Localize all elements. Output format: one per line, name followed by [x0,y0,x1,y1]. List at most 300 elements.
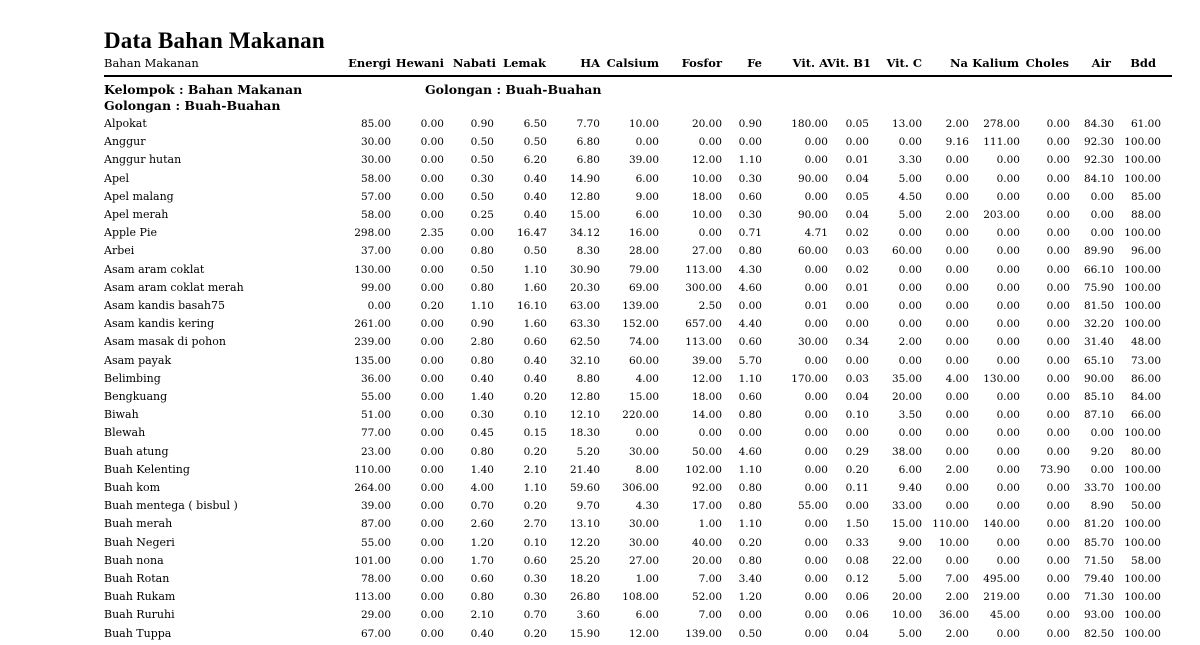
food-name: Biwah [104,408,139,422]
table-cell: 3.30 [898,154,922,167]
table-row [0,481,1200,499]
food-name: Apel [104,171,130,185]
table-cell: 1.00 [635,573,659,585]
table-cell: 90.00 [797,172,828,185]
table-cell: 39.00 [360,500,391,513]
table-cell: 0.00 [1046,318,1070,331]
table-cell: 113.00 [354,591,391,604]
table-cell: 0.50 [470,263,494,276]
table-row [0,153,1200,171]
table-cell: 3.60 [576,609,600,622]
table-cell: 55.00 [360,536,391,549]
table-cell: 0.00 [1046,591,1070,604]
table-cell: 2.00 [945,591,969,604]
table-row [0,608,1200,626]
food-name: Buah Kelenting [104,462,190,476]
table-cell: 20.00 [891,391,922,403]
table-row [0,208,1200,226]
food-name: Apel malang [104,189,174,203]
table-cell: 5.00 [898,573,922,585]
food-name: Buah Rukam [104,590,176,604]
table-cell: 12.00 [691,372,722,385]
table-cell: 298.00 [354,227,391,240]
table-cell: 0.00 [1046,154,1070,167]
table-cell: 0.00 [1046,536,1070,549]
table-cell: 0.00 [996,190,1020,203]
table-cell: 40.00 [691,536,722,549]
table-cell: 0.00 [804,573,828,585]
table-cell: 85.10 [1083,391,1114,403]
table-cell: 0.00 [945,190,969,203]
table-cell: 1.10 [470,300,494,312]
table-cell: 0.00 [996,154,1020,167]
table-cell: 2.00 [945,209,969,221]
header-bahan-makanan: Bahan Makanan [104,56,199,70]
table-cell: 0.80 [738,500,762,513]
table-cell: 20.00 [691,554,722,567]
table-cell: 0.00 [1046,263,1070,276]
table-cell: 45.00 [989,609,1020,622]
table-row [0,372,1200,390]
table-cell: 31.40 [1083,336,1114,349]
table-cell: 5.00 [898,627,922,640]
table-cell: 0.00 [996,263,1020,276]
table-cell: 0.40 [523,354,547,367]
table-cell: 2.10 [470,609,494,622]
table-cell: 32.20 [1083,318,1114,331]
table-cell: 0.60 [738,336,762,349]
table-cell: 100.00 [1124,518,1161,531]
table-cell: 0.00 [945,427,969,440]
table-cell: 15.90 [569,627,600,640]
table-cell: 48.00 [1130,336,1161,349]
table-cell: 113.00 [685,263,722,276]
table-cell: 102.00 [685,463,722,476]
table-cell: 135.00 [354,354,391,367]
food-name: Buah kom [104,481,161,494]
table-cell: 12.80 [569,391,600,403]
table-cell: 0.00 [804,409,828,422]
table-cell: 26.80 [569,591,600,604]
table-cell: 0.00 [470,227,494,240]
table-cell: 100.00 [1124,263,1161,276]
table-cell: 81.20 [1083,518,1114,531]
column-header: Hewani [395,56,444,70]
table-cell: 100.00 [1124,427,1161,440]
table-cell: 0.06 [845,609,869,622]
table-cell: 0.00 [996,172,1020,185]
table-row [0,390,1200,408]
table-cell: 30.00 [628,518,659,531]
table-cell: 10.00 [891,609,922,622]
table-cell: 4.40 [738,318,762,331]
table-cell: 85.00 [1130,190,1161,203]
table-cell: 0.15 [523,427,547,440]
table-cell: 84.00 [1130,391,1161,403]
table-cell: 55.00 [797,500,828,513]
table-cell: 0.00 [420,554,444,567]
table-cell: 100.00 [1124,154,1161,167]
table-cell: 85.00 [360,118,391,130]
table-cell: 27.00 [691,245,722,258]
table-cell: 0.00 [738,300,762,312]
table-cell: 100.00 [1124,227,1161,240]
food-name: Asam kandis kering [104,317,215,331]
table-cell: 8.00 [635,463,659,476]
food-name: Buah merah [104,517,173,531]
table-cell: 2.10 [523,463,547,476]
table-cell: 0.05 [845,190,869,203]
table-cell: 55.00 [360,391,391,403]
table-cell: 30.00 [360,154,391,167]
table-cell: 66.00 [1130,409,1161,422]
table-cell: 100.00 [1124,281,1161,294]
table-cell: 0.00 [945,245,969,258]
table-cell: 92.30 [1083,154,1114,167]
table-cell: 17.00 [691,500,722,513]
table-cell: 100.00 [1124,300,1161,312]
table-cell: 67.00 [360,627,391,640]
table-cell: 100.00 [1124,536,1161,549]
table-cell: 6.00 [898,463,922,476]
table-cell: 5.20 [576,445,600,458]
table-cell: 139.00 [685,627,722,640]
table-cell: 90.00 [797,209,828,221]
table-cell: 84.30 [1083,118,1114,130]
table-cell: 0.00 [804,263,828,276]
table-cell: 0.00 [420,609,444,622]
table-cell: 36.00 [938,609,969,622]
table-cell: 21.40 [569,463,600,476]
table-cell: 0.00 [1090,209,1114,221]
table-cell: 0.00 [945,300,969,312]
table-cell: 8.90 [1090,500,1114,513]
table-cell: 39.00 [691,354,722,367]
table-cell: 0.00 [420,427,444,440]
table-cell: 0.00 [1046,391,1070,403]
table-cell: 0.00 [420,118,444,130]
table-cell: 20.00 [891,591,922,604]
table-cell: 0.00 [804,445,828,458]
table-cell: 0.80 [470,445,494,458]
table-cell: 0.00 [1046,482,1070,494]
table-cell: 0.02 [845,263,869,276]
table-cell: 0.00 [945,281,969,294]
table-cell: 0.00 [420,518,444,531]
table-cell: 0.20 [523,500,547,513]
table-cell: 0.00 [845,354,869,367]
table-cell: 0.00 [898,227,922,240]
table-cell: 1.00 [698,518,722,531]
table-cell: 100.00 [1124,482,1161,494]
table-cell: 0.00 [898,354,922,367]
table-cell: 7.70 [576,118,600,130]
table-row [0,317,1200,335]
table-cell: 306.00 [622,482,659,494]
table-cell: 9.16 [945,136,969,149]
table-cell: 2.50 [698,300,722,312]
table-cell: 0.33 [845,536,869,549]
table-cell: 0.00 [804,427,828,440]
table-cell: 4.00 [945,372,969,385]
food-name: Buah Negeri [104,535,175,549]
table-cell: 130.00 [354,263,391,276]
table-cell: 0.00 [804,609,828,622]
table-cell: 0.70 [523,609,547,622]
food-name: Asam aram coklat merah [104,280,244,294]
column-header: Bdd [1130,56,1156,70]
food-name: Buah Ruruhi [104,608,175,622]
food-name: Buah Rotan [104,572,170,585]
table-cell: 33.70 [1083,482,1114,494]
table-cell: 0.01 [845,154,869,167]
table-cell: 1.60 [523,281,547,294]
table-cell: 87.00 [360,518,391,531]
table-cell: 110.00 [932,518,969,531]
table-cell: 0.00 [945,172,969,185]
table-cell: 0.90 [738,118,762,130]
table-cell: 9.70 [576,500,600,513]
table-cell: 4.30 [738,263,762,276]
table-cell: 0.00 [420,190,444,203]
table-cell: 12.10 [569,409,600,422]
food-name: Belimbing [104,371,161,385]
table-cell: 0.60 [470,573,494,585]
table-cell: 0.00 [420,573,444,585]
column-header: Air [1091,56,1111,70]
table-cell: 140.00 [983,518,1020,531]
table-cell: 0.50 [470,190,494,203]
table-cell: 0.00 [996,482,1020,494]
table-cell: 0.03 [845,372,869,385]
table-cell: 23.00 [360,445,391,458]
table-cell: 7.00 [698,609,722,622]
food-name: Apel merah [104,208,169,221]
table-cell: 0.11 [845,482,869,494]
food-name: Buah nona [104,553,164,567]
food-name: Blewah [104,426,146,440]
table-cell: 0.00 [898,263,922,276]
table-cell: 0.00 [1046,245,1070,258]
table-cell: 84.10 [1083,172,1114,185]
table-cell: 0.00 [1046,409,1070,422]
table-cell: 180.00 [791,118,828,130]
table-cell: 6.00 [635,609,659,622]
document-title: Data Bahan Makanan [104,28,325,53]
table-row [0,445,1200,463]
column-header: Na [950,56,968,70]
table-cell: 110.00 [354,463,391,476]
table-cell: 0.00 [698,227,722,240]
table-cell: 0.00 [996,354,1020,367]
table-cell: 1.10 [738,154,762,167]
table-cell: 0.00 [420,318,444,331]
table-row [0,536,1200,554]
table-cell: 0.00 [996,536,1020,549]
table-row [0,299,1200,317]
table-cell: 0.00 [996,318,1020,331]
table-cell: 1.40 [470,391,494,403]
table-cell: 73.90 [1039,463,1070,476]
table-row [0,554,1200,572]
table-cell: 261.00 [354,318,391,331]
table-cell: 79.40 [1083,573,1114,585]
table-cell: 60.00 [797,245,828,258]
table-cell: 92.30 [1083,136,1114,149]
table-cell: 6.50 [523,118,547,130]
table-cell: 74.00 [628,336,659,349]
column-header: Fosfor [681,56,722,70]
table-cell: 2.00 [945,463,969,476]
table-cell: 0.00 [738,609,762,622]
table-cell: 0.40 [523,209,547,221]
table-cell: 108.00 [622,591,659,604]
table-cell: 0.00 [1046,627,1070,640]
table-cell: 0.00 [1046,445,1070,458]
table-cell: 0.50 [738,627,762,640]
table-cell: 0.00 [996,445,1020,458]
column-header: Calsium [606,56,659,70]
table-cell: 0.00 [420,591,444,604]
table-cell: 39.00 [628,154,659,167]
table-cell: 82.50 [1083,627,1114,640]
table-cell: 0.20 [523,445,547,458]
table-cell: 69.00 [628,281,659,294]
table-cell: 0.00 [945,500,969,513]
table-cell: 75.90 [1083,281,1114,294]
table-cell: 16.00 [628,227,659,240]
table-cell: 0.29 [845,445,869,458]
table-row [0,263,1200,281]
table-cell: 495.00 [983,573,1020,585]
table-cell: 0.00 [945,391,969,403]
table-cell: 4.00 [470,482,494,494]
table-row [0,244,1200,262]
table-cell: 0.00 [804,354,828,367]
table-row [0,627,1200,645]
food-name: Buah Tuppa [104,626,172,640]
golongan-label-left: Golongan : Buah-Buahan [104,98,281,113]
table-cell: 0.00 [804,482,828,494]
table-cell: 0.00 [420,463,444,476]
table-cell: 0.00 [1046,573,1070,585]
table-cell: 0.40 [523,172,547,185]
table-cell: 8.30 [576,245,600,258]
table-cell: 89.90 [1083,245,1114,258]
table-cell: 51.00 [360,409,391,422]
table-cell: 0.00 [1046,281,1070,294]
food-name: Alpokat [104,117,147,130]
table-cell: 10.00 [938,536,969,549]
table-cell: 9.00 [898,536,922,549]
table-cell: 0.08 [845,554,869,567]
table-cell: 61.00 [1130,118,1161,130]
table-cell: 220.00 [622,409,659,422]
food-name: Asam kandis basah75 [104,299,225,312]
table-cell: 0.00 [845,427,869,440]
table-cell: 2.70 [523,518,547,531]
table-cell: 0.60 [738,391,762,403]
table-cell: 0.00 [1046,554,1070,567]
table-cell: 33.00 [891,500,922,513]
table-cell: 0.00 [1046,136,1070,149]
table-cell: 73.00 [1130,354,1161,367]
table-cell: 0.00 [804,627,828,640]
table-cell: 88.00 [1130,209,1161,221]
table-cell: 100.00 [1124,627,1161,640]
table-cell: 0.80 [738,245,762,258]
table-row [0,408,1200,426]
table-cell: 79.00 [628,263,659,276]
food-name: Buah mentega ( bisbul ) [104,499,238,513]
table-cell: 0.90 [470,318,494,331]
table-cell: 0.00 [898,427,922,440]
food-name: Asam payak [104,353,172,367]
table-cell: 0.20 [420,300,444,312]
table-row [0,226,1200,244]
table-cell: 0.40 [470,372,494,385]
table-cell: 2.00 [945,118,969,130]
table-cell: 0.00 [738,427,762,440]
table-cell: 0.80 [738,409,762,422]
table-cell: 85.70 [1083,536,1114,549]
table-cell: 0.00 [804,281,828,294]
table-cell: 14.90 [569,172,600,185]
table-cell: 130.00 [983,372,1020,385]
table-cell: 30.00 [628,445,659,458]
table-cell: 0.71 [738,227,762,240]
table-cell: 0.25 [470,209,494,221]
table-cell: 0.80 [738,554,762,567]
table-cell: 6.00 [635,209,659,221]
table-cell: 0.00 [996,281,1020,294]
table-cell: 0.70 [470,500,494,513]
table-cell: 0.10 [523,536,547,549]
table-cell: 4.60 [738,445,762,458]
table-cell: 100.00 [1124,591,1161,604]
table-cell: 58.00 [360,209,391,221]
table-cell: 0.00 [420,136,444,149]
table-cell: 0.00 [804,154,828,167]
table-cell: 62.50 [569,336,600,349]
table-cell: 0.00 [945,336,969,349]
table-cell: 0.00 [1090,227,1114,240]
table-cell: 0.00 [898,281,922,294]
table-cell: 0.00 [420,409,444,422]
table-cell: 65.10 [1083,354,1114,367]
table-cell: 0.50 [470,154,494,167]
table-cell: 1.10 [738,463,762,476]
table-cell: 0.00 [420,627,444,640]
table-cell: 0.04 [845,627,869,640]
table-cell: 0.02 [845,227,869,240]
table-cell: 0.00 [420,281,444,294]
food-name: Asam masak di pohon [104,335,226,349]
column-header: Fe [747,56,762,70]
table-cell: 0.00 [945,318,969,331]
table-cell: 87.10 [1083,409,1114,422]
table-cell: 5.00 [898,209,922,221]
table-cell: 35.00 [891,372,922,385]
food-name: Anggur hutan [104,153,182,167]
table-cell: 0.00 [845,500,869,513]
table-cell: 0.00 [1046,172,1070,185]
table-cell: 0.00 [420,336,444,349]
table-cell: 0.00 [635,427,659,440]
table-cell: 1.10 [738,518,762,531]
table-cell: 4.71 [804,227,828,240]
table-cell: 0.30 [523,573,547,585]
